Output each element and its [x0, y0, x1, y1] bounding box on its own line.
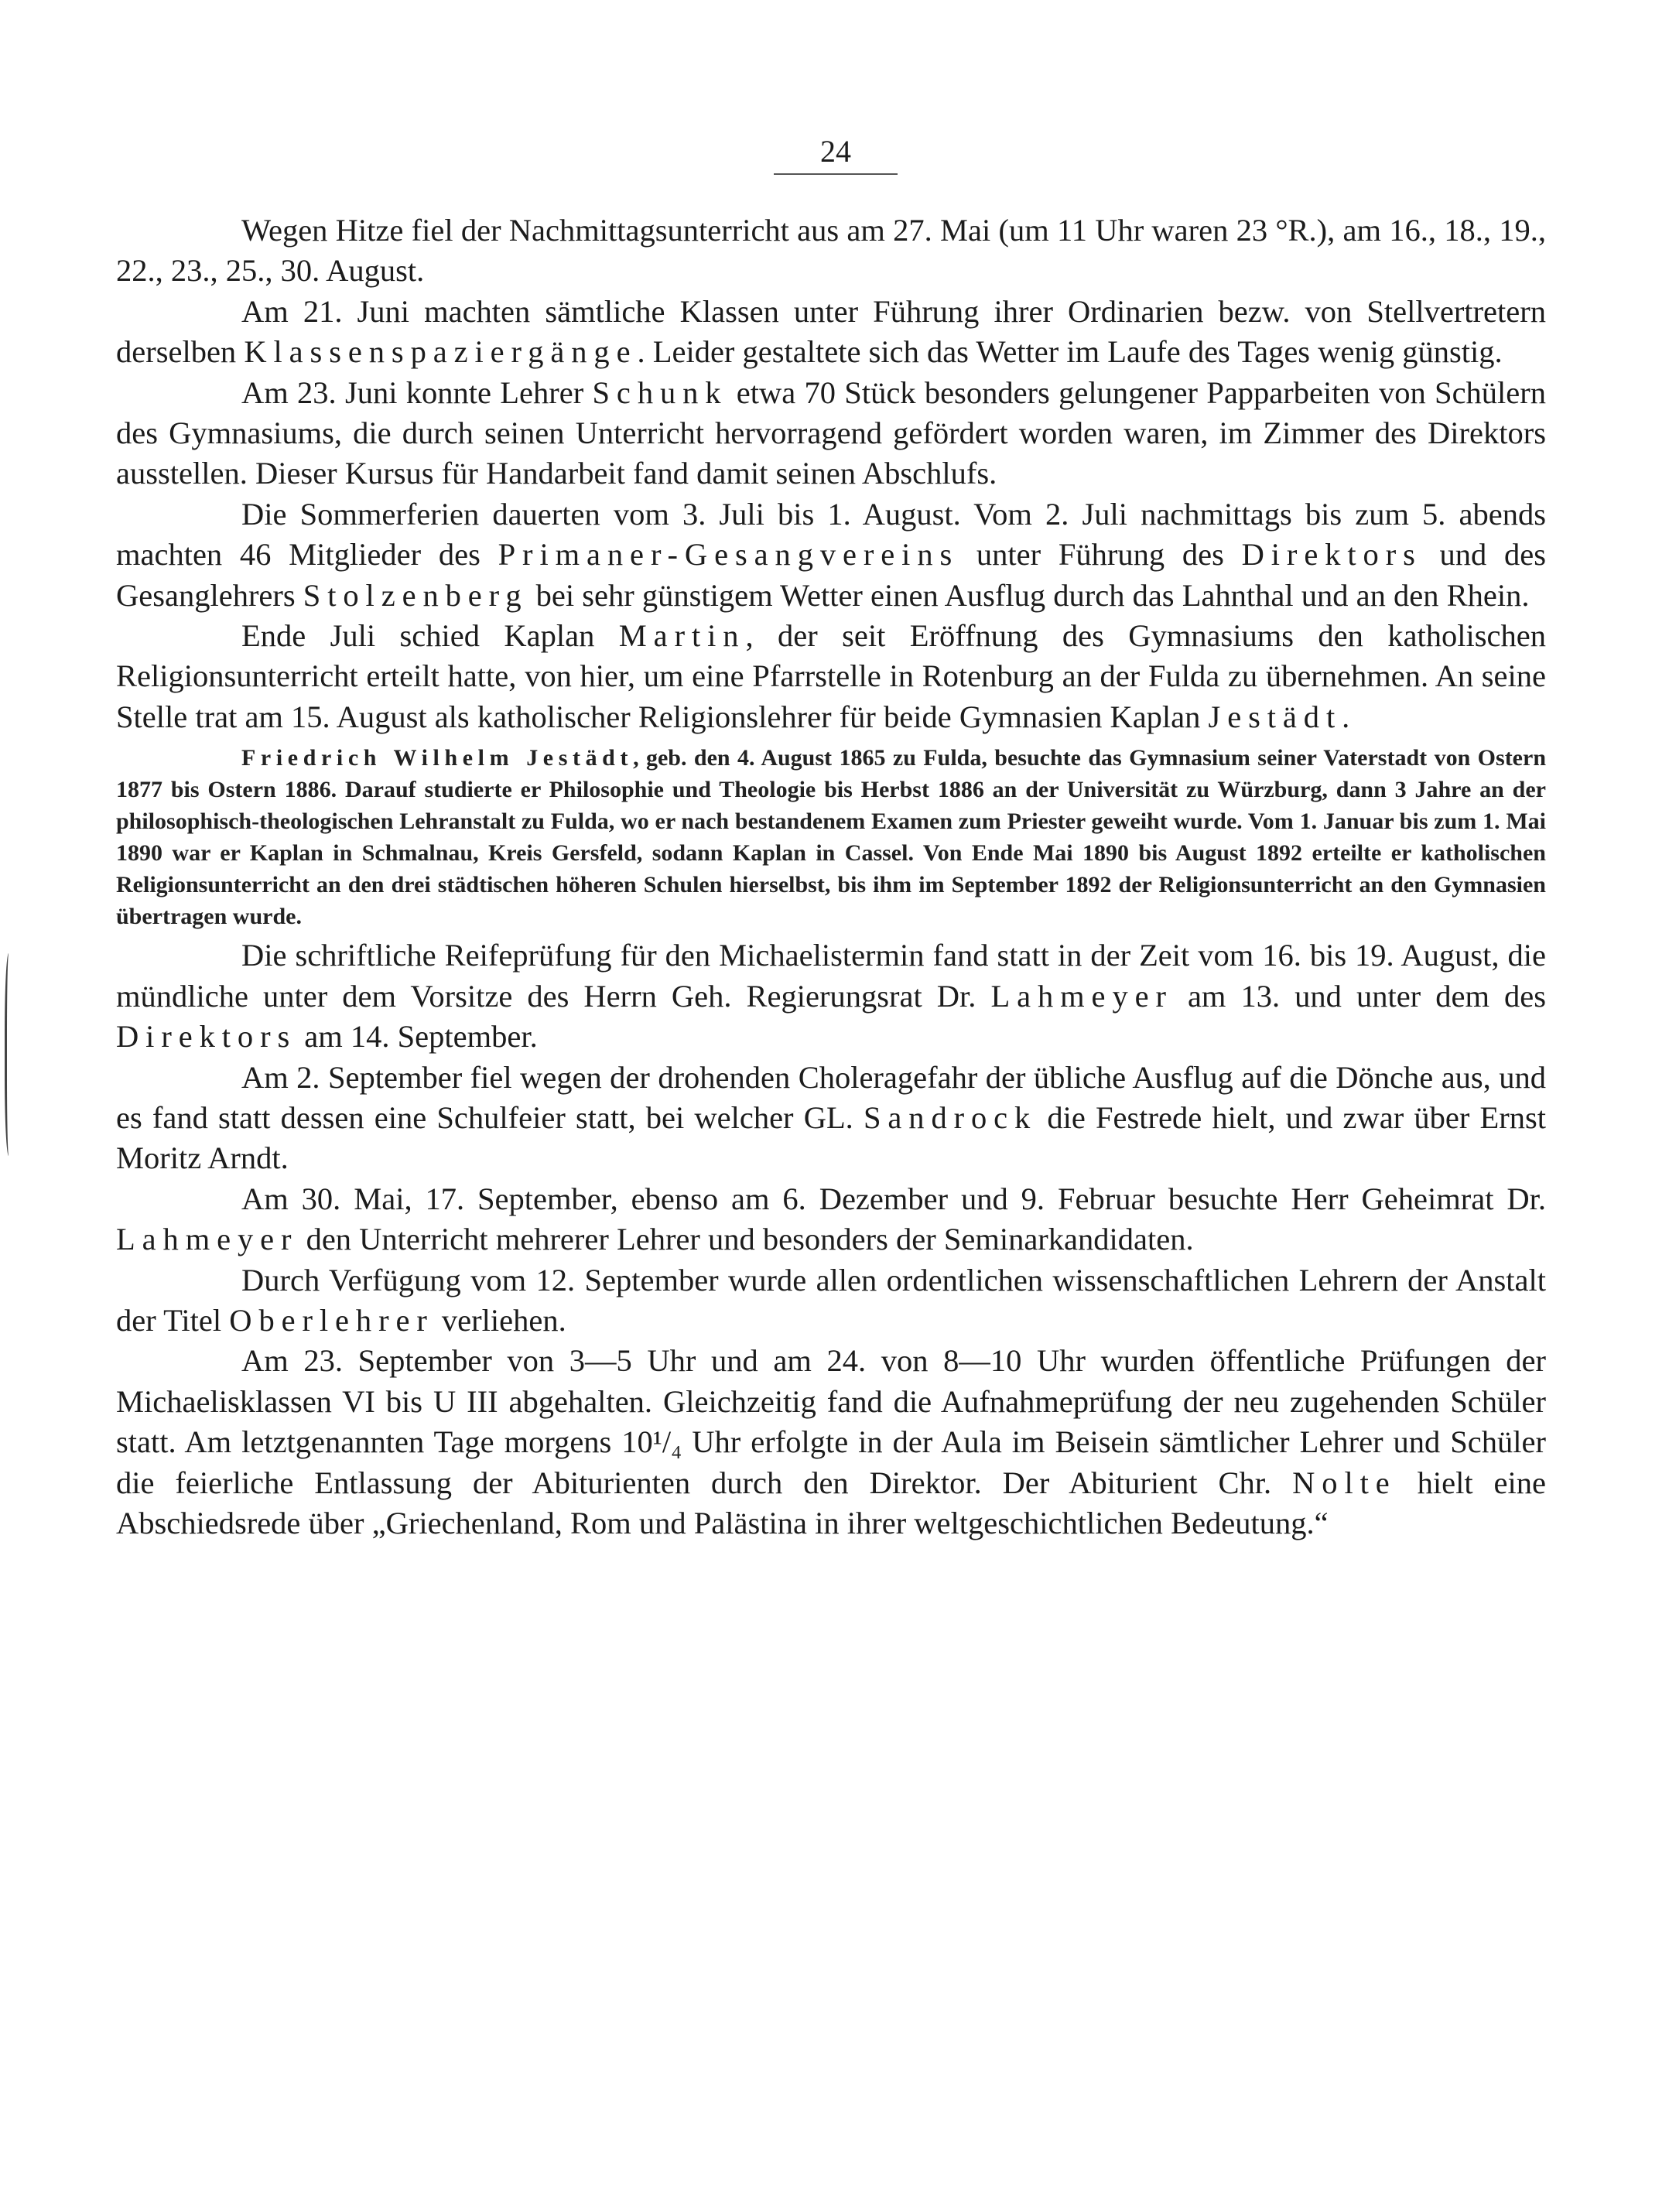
- text-run: , geb. den 4. August 1865 zu Fulda, besuchte das Gymnasium seiner Vaterstadt von Ostern 1877 bis Ostern 1886. Darauf studierte er Philosophie und Theologie bis Herbst 1886 an der Universität zu Würzburg, dann 3 Jahre an der philosophisch-theologischen Lehranstalt zu Fulda, wo er nach bestandenem Examen zum Priester geweiht wurde. Vom 1. Januar bis zum 1. Mai 1890 war er Kaplan in Schmalnau, Kreis Gersfeld, sodann Kaplan in Cassel. Von Ende Mai 1890 bis August 1892 erteilte er katholischen Religionsunterricht an den drei städtischen höheren Schulen hierselbst, bis ihm im September 1892 der Religionsunterricht an den Gymnasien übertragen wurde.: [116, 745, 1546, 930]
- text-run: Ende Juli schied Kaplan: [241, 618, 619, 654]
- margin-bracket-mark: [5, 953, 15, 1156]
- spaced-name: Primaner-Gesangvereins: [498, 537, 959, 573]
- spaced-name: Klassenspaziergänge: [244, 334, 638, 370]
- text-run: .: [1342, 699, 1350, 734]
- text-run: bei sehr günstigem Wetter einen Ausflug durch das Lahnthal und an den Rhein.: [528, 577, 1530, 613]
- paragraph: [116, 373, 1546, 494]
- text-run: am 13. und unter dem des: [1172, 978, 1546, 1014]
- text-run: Die schriftliche Reifeprüfung für den Michaelistermin fand statt in der Zeit vom 16. bis 19. August, die mündliche unter dem Vorsitze des Herrn Geh. Regierungsrat Dr.: [116, 938, 1546, 1014]
- biography-note: [116, 742, 1546, 932]
- paragraph: [116, 1260, 1546, 1342]
- text-run: Am 21. Juni machten sämtliche Klassen unter Führung ihrer Ordinarien bezw. von Stellvertretern derselben: [116, 293, 1546, 370]
- text-run: unter Führung des: [959, 537, 1242, 573]
- spaced-name: Direktors: [1241, 537, 1422, 573]
- text-run: Die Sommerferien dauerten vom 3. Juli bis 1. August. Vom 2. Juli nachmittags bis zum 5. abends machten 46 Mitglieder des: [116, 496, 1546, 573]
- text-run: Am 23. Juni konnte Lehrer: [241, 374, 593, 410]
- spaced-name: Nolte: [1292, 1465, 1397, 1500]
- paragraph: [116, 935, 1546, 1057]
- spaced-name: Jestädt: [1208, 699, 1342, 734]
- spaced-name: Lahmeyer: [990, 978, 1173, 1014]
- spaced-name: Martin: [618, 618, 746, 654]
- text-run: verliehen.: [433, 1302, 566, 1338]
- text-run: am 14. September.: [296, 1019, 538, 1055]
- paragraph: [116, 210, 1546, 292]
- paragraph: [116, 1179, 1546, 1260]
- page-number: 24: [774, 133, 898, 175]
- text-run: . Leider gestaltete sich das Wetter im Laufe des Tages wenig günstig.: [637, 334, 1503, 370]
- paragraph: [116, 292, 1546, 373]
- text-run: und des Gesanglehrers: [116, 537, 1546, 613]
- paragraph: [116, 1341, 1546, 1544]
- text-run: etwa 70 Stück besonders gelungener Papparbeiten von Schülern des Gymnasiums, die durch seinen Unterricht hervorragend gefördert worden waren, im Zimmer des Direktors ausstellen. Dieser Kursus für Handarbeit fand damit seinen Abschlufs.: [116, 374, 1547, 491]
- text-run: , der seit Eröffnung des Gymnasiums den katholischen Religionsunterricht erteilt hatte, von hier, um eine Pfarrstelle in Rotenburg an der Fulda zu übernehmen. An seine Stelle trat am 15. August als katholischer Religionslehrer für beide Gymnasien Kaplan: [116, 618, 1546, 734]
- text-run: Am 2. September fiel wegen der drohenden Choleragefahr der übliche Ausflug auf die Dönche aus, und es fand statt dessen eine Schulfeier statt, bei welcher GL.: [116, 1059, 1546, 1135]
- text-run: die Festrede hielt, und zwar über Ernst Moritz Arndt.: [116, 1099, 1546, 1176]
- text-run: Durch Verfügung vom 12. September wurde allen ordentlichen wissenschaftlichen Lehrern der Anstalt der Titel: [116, 1262, 1546, 1338]
- spaced-name: Lahmeyer: [116, 1222, 299, 1257]
- spaced-name: Sandrock: [863, 1099, 1038, 1135]
- body-text: [116, 210, 1546, 1544]
- text-run: den Unterricht mehrerer Lehrer und besonders der Seminarkandidaten.: [298, 1222, 1194, 1257]
- spaced-name: Friedrich Wilhelm Jestädt: [241, 745, 634, 771]
- paragraph: [116, 494, 1546, 616]
- spaced-name: Direktors: [116, 1019, 297, 1055]
- spaced-name: Schunk: [592, 374, 728, 410]
- paragraph: [116, 1058, 1546, 1179]
- text-run: Am 23. September von 3—5 Uhr und am 24. von 8—10 Uhr wurden öffentliche Prüfungen der Michaelisklassen VI bis U III abgehalten. Gleichzeitig fand die Aufnahmeprüfung der neu zugehenden Schüler statt. Am letztgenannten Tage morgens 10¹/₄ Uhr erfolgte in der Aula im Beisein sämtlicher Lehrer und Schüler die feierliche Entlassung der Abiturienten durch den Direktor. Der Abiturient Chr.: [116, 1343, 1546, 1500]
- paragraph: [116, 616, 1546, 737]
- text-run: Am 30. Mai, 17. September, ebenso am 6. Dezember und 9. Februar besuchte Herr Geheimrat Dr.: [241, 1181, 1546, 1216]
- spaced-name: Oberlehrer: [229, 1302, 434, 1338]
- text-run: hielt eine Abschiedsrede über „Griechenland, Rom und Palästina in ihrer weltgeschichtlichen Bedeutung.“: [116, 1465, 1546, 1540]
- text-run: Wegen Hitze fiel der Nachmittagsunterricht aus am 27. Mai (um 11 Uhr waren 23 °R.), am 16., 18., 19., 22., 23., 25., 30. August.: [116, 213, 1546, 289]
- spaced-name: Stolzenberg: [303, 577, 528, 613]
